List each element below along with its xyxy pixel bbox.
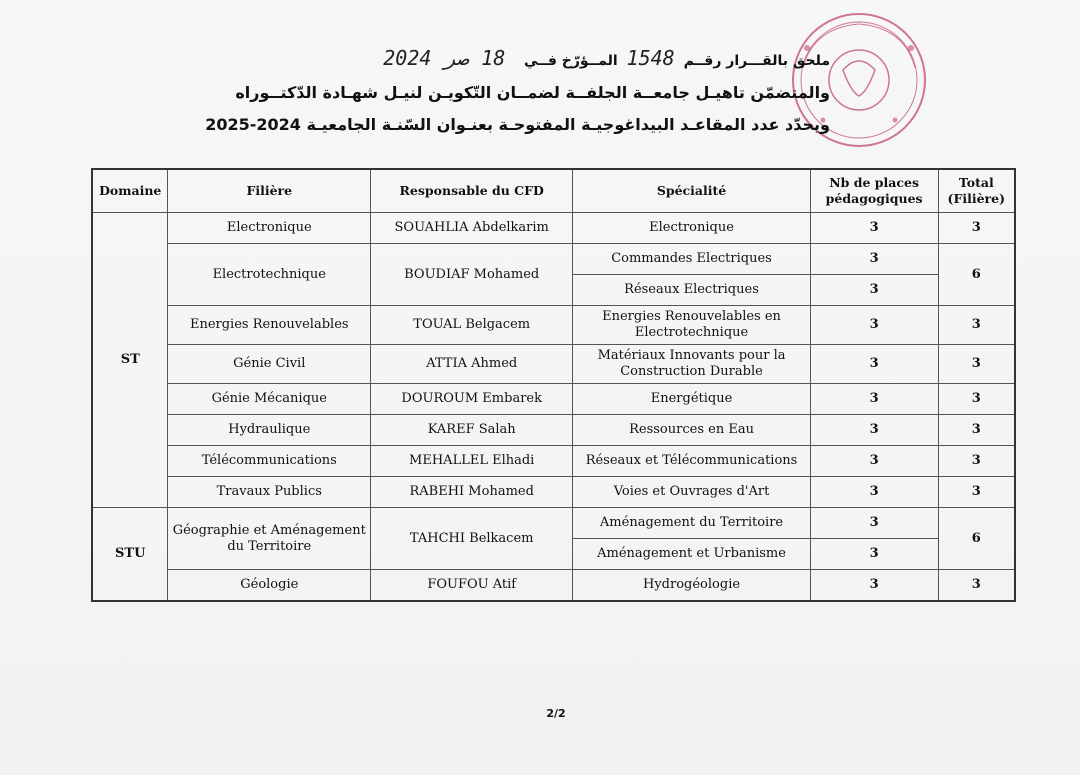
- filiere-cell: Télécommunications: [168, 446, 371, 477]
- total-cell: 3: [938, 306, 1015, 345]
- places-cell: 3: [810, 345, 938, 384]
- total-cell: 3: [938, 477, 1015, 508]
- specialite-cell: Voies et Ouvrages d'Art: [573, 477, 810, 508]
- header-line-3: ويحدّد عدد المقاعـد البيداغوجيـة المفتوحـة بعنـوان السّنـة الجامعيـة 2024-2025: [205, 115, 830, 134]
- decision-day: 18: [481, 46, 506, 70]
- filiere-cell: Géologie: [168, 570, 371, 602]
- header-total: [938, 169, 1015, 213]
- header-line-1: [210, 42, 830, 77]
- header-line1-start: ملحق بالقـــرار رقــم: [683, 53, 830, 69]
- places-cell: 3: [810, 446, 938, 477]
- decision-year: 2024: [383, 46, 432, 70]
- header-nb-places-line2: pédagogiques: [825, 191, 923, 206]
- specialite-cell: Réseaux Electriques: [573, 275, 810, 306]
- page-number: 2/2: [546, 707, 566, 720]
- responsable-cell: KAREF Salah: [371, 415, 573, 446]
- document-header: [205, 42, 830, 141]
- total-cell: 6: [938, 244, 1015, 306]
- responsable-cell: DOUROUM Embarek: [371, 384, 573, 415]
- filiere-cell: Hydraulique: [168, 415, 371, 446]
- places-cell: 3: [810, 275, 938, 306]
- header-total-line1: Total: [958, 175, 994, 190]
- places-cell: 3: [810, 306, 938, 345]
- table-row: [92, 508, 1015, 539]
- table-row: [92, 477, 1015, 508]
- header-specialite: Spécialité: [573, 169, 810, 213]
- responsable-cell: BOUDIAF Mohamed: [371, 244, 573, 306]
- specialite-cell: Hydrogéologie: [573, 570, 810, 602]
- specialite-cell: Matériaux Innovants pour la Construction Durable: [573, 345, 810, 384]
- specialite-cell: Aménagement et Urbanisme: [573, 539, 810, 570]
- total-cell: 6: [938, 508, 1015, 570]
- specialite-cell: Energies Renouvelables en Electrotechnique: [573, 306, 810, 345]
- header-domaine: Domaine: [92, 169, 168, 213]
- filiere-cell: Electronique: [168, 213, 371, 244]
- table-header-row: [92, 169, 1015, 213]
- domaine-stu: STU: [92, 508, 168, 602]
- places-cell: 3: [810, 244, 938, 275]
- header-line1-mid: المــؤرّخ فــي: [523, 53, 618, 69]
- responsable-cell: SOUAHLIA Abdelkarim: [371, 213, 573, 244]
- filiere-cell: Génie Mécanique: [168, 384, 371, 415]
- table-row: [92, 213, 1015, 244]
- table-row: [92, 244, 1015, 275]
- places-cell: 3: [810, 415, 938, 446]
- total-cell: 3: [938, 570, 1015, 602]
- table-row: [92, 570, 1015, 602]
- specialite-cell: Réseaux et Télécommunications: [573, 446, 810, 477]
- header-total-line2: (Filière): [947, 191, 1005, 206]
- domaine-st: ST: [92, 213, 168, 508]
- responsable-cell: TAHCHI Belkacem: [371, 508, 573, 570]
- header-nb-places-line1: Nb de places: [829, 175, 919, 190]
- table-row: [92, 384, 1015, 415]
- responsable-cell: RABEHI Mohamed: [371, 477, 573, 508]
- table-row: [92, 306, 1015, 345]
- header-nb-places: [810, 169, 938, 213]
- places-cell: 3: [810, 384, 938, 415]
- specialite-cell: Ressources en Eau: [573, 415, 810, 446]
- filiere-cell: Géographie et Aménagement du Territoire: [168, 508, 371, 570]
- places-table: [91, 168, 1016, 602]
- total-cell: 3: [938, 213, 1015, 244]
- places-cell: 3: [810, 508, 938, 539]
- table-row: [92, 415, 1015, 446]
- table-row: [92, 345, 1015, 384]
- specialite-cell: Energétique: [573, 384, 810, 415]
- places-cell: 3: [810, 477, 938, 508]
- header-line-2: والمتضمّن تاهيـل جامعــة الجلفــة لضمــان التّكويـن لنيـل شهـادة الدّكتــوراه: [235, 83, 830, 102]
- responsable-cell: TOUAL Belgacem: [371, 306, 573, 345]
- total-cell: 3: [938, 345, 1015, 384]
- filiere-cell: Electrotechnique: [168, 244, 371, 306]
- filiere-cell: Energies Renouvelables: [168, 306, 371, 345]
- specialite-cell: Aménagement du Territoire: [573, 508, 810, 539]
- total-cell: 3: [938, 415, 1015, 446]
- header-responsable: Responsable du CFD: [371, 169, 573, 213]
- decision-number: 1548: [626, 46, 675, 70]
- total-cell: 3: [938, 384, 1015, 415]
- responsable-cell: MEHALLEL Elhadi: [371, 446, 573, 477]
- header-filiere: Filière: [168, 169, 371, 213]
- places-cell: 3: [810, 213, 938, 244]
- table-row: [92, 446, 1015, 477]
- places-cell: 3: [810, 570, 938, 602]
- specialite-cell: Electronique: [573, 213, 810, 244]
- total-cell: 3: [938, 446, 1015, 477]
- responsable-cell: ATTIA Ahmed: [371, 345, 573, 384]
- filiere-cell: Travaux Publics: [168, 477, 371, 508]
- decision-month: صر: [444, 46, 469, 70]
- specialite-cell: Commandes Electriques: [573, 244, 810, 275]
- places-cell: 3: [810, 539, 938, 570]
- filiere-cell: Génie Civil: [168, 345, 371, 384]
- responsable-cell: FOUFOU Atif: [371, 570, 573, 602]
